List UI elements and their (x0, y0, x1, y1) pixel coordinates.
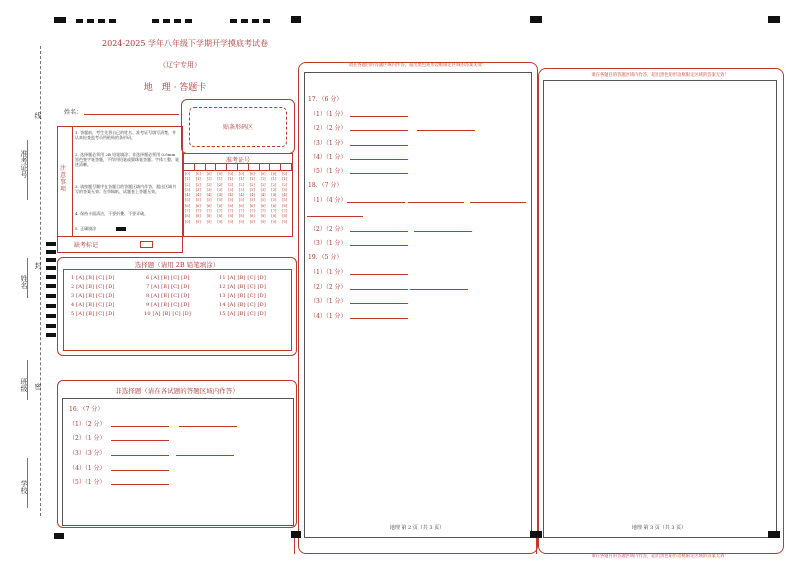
answer-line[interactable] (350, 289, 408, 290)
registration-dash (263, 19, 270, 23)
notice-item: 3. 请按题号顺序在各题目的答题区域内作答，超出区域书写的答案无效；在草稿纸、试题卷上答题无效。 (75, 184, 177, 194)
ticket-write-box[interactable] (249, 163, 260, 171)
fill-example-label: 5. 正确填涂 (75, 226, 97, 231)
ticket-digit-column[interactable]: [0] [1] [2] [3] [4] [5] [6] [7] [8] [9] (249, 172, 255, 224)
question-16: 16．（7 分） (69, 406, 104, 413)
notice-item: 1. 答题前，考生先将自己的姓名、准考证号填写清楚，并认真检查监考员所粘贴的条形码。 (75, 130, 177, 140)
missing-mark-box (57, 236, 183, 253)
page3-inner (543, 80, 777, 538)
registration-dash (163, 19, 170, 23)
registration-dash (230, 19, 237, 23)
timing-mark (46, 250, 56, 254)
ticket-columns[interactable] (184, 163, 292, 236)
registration-dash (152, 19, 159, 23)
choice-row[interactable]: 8 [A] [B] [C] [D] (146, 293, 190, 299)
registration-mark (54, 533, 64, 539)
choice-row[interactable]: 9 [A] [B] [C] [D] (146, 302, 190, 308)
answer-line[interactable] (350, 303, 408, 304)
answer-line[interactable] (414, 231, 472, 232)
registration-mark (768, 531, 780, 538)
timing-mark (46, 284, 56, 288)
timing-mark (46, 294, 56, 298)
q16-item: （1）（2 分） (69, 421, 106, 428)
q16-item: （2）（1 分） (69, 435, 106, 442)
choice-row[interactable]: 12 [A] [B] [C] [D] (219, 284, 267, 290)
ticket-digit-column[interactable]: [0] [1] [2] [3] [4] [5] [6] [7] [8] [9] (206, 172, 212, 224)
notice-box (57, 126, 183, 237)
q17-item: （4）（1 分） (310, 154, 347, 161)
answer-line[interactable] (350, 318, 408, 319)
registration-dash (252, 19, 259, 23)
page2-warning: 请在各题目的答题区域内作答，超出黑色矩形边框限定区域的答案无效！ (348, 63, 487, 68)
ticket-digit-column[interactable]: [0] [1] [2] [3] [4] [5] [6] [7] [8] [9] (260, 172, 266, 224)
answer-line[interactable] (176, 455, 234, 456)
ticket-number-label: 准考证号 (225, 157, 250, 164)
ticket-digit-column[interactable]: [0] [1] [2] [3] [4] [5] [6] [7] [8] [9] (239, 172, 244, 224)
question-17: 17．（6 分） (308, 96, 343, 103)
ticket-write-box[interactable] (216, 163, 227, 171)
choice-row[interactable]: 4 [A] [B] [C] [D] (71, 302, 115, 308)
side-name-label: 姓名 (20, 275, 28, 289)
registration-dash (76, 19, 83, 23)
missing-mark-bubble[interactable] (140, 241, 153, 248)
answer-line[interactable] (350, 173, 408, 174)
q19-item: （3）（1 分） (310, 298, 347, 305)
registration-dash (109, 19, 116, 23)
registration-dash (174, 19, 181, 23)
notice-label: 注意事项 (60, 165, 67, 193)
side-seal-label: 封 (34, 262, 42, 269)
side-name-line (27, 258, 28, 298)
ticket-write-box[interactable] (238, 163, 249, 171)
missing-mark-label: 缺考标记 (74, 242, 99, 249)
choice-row[interactable]: 2 [A] [B] [C] [D] (71, 284, 115, 290)
answer-line[interactable] (470, 202, 526, 203)
ticket-write-box[interactable] (260, 163, 271, 171)
q16-item: （4）（1 分） (69, 465, 106, 472)
ticket-number-box (183, 153, 293, 237)
q19-item: （4）（1 分） (310, 313, 347, 320)
ticket-write-box[interactable] (206, 163, 217, 171)
registration-mark (530, 531, 542, 538)
q16-item: （5）（1 分） (69, 479, 106, 486)
nonchoice-title: 非选择题（请在各试题的答题区域内作答） (115, 387, 239, 395)
choice-row[interactable]: 1 [A] [B] [C] [D] (71, 275, 115, 281)
side-line-label: 线 (34, 112, 42, 119)
ticket-digit-column[interactable]: [0] [1] [2] [3] [4] [5] [6] [7] [8] [9] (185, 172, 190, 224)
page3-warning: 请在各题目的答题区域内作答，超出黑色矩形边框限定区域的答案无效！ (591, 73, 729, 78)
answer-line[interactable] (111, 426, 169, 427)
side-school-label: 学校 (20, 480, 28, 494)
answer-line[interactable] (408, 202, 464, 203)
choice-row[interactable]: 11 [A] [B] [C] [D] (219, 275, 267, 281)
choice-row[interactable]: 7 [A] [B] [C] [D] (146, 284, 190, 290)
ticket-digit-column[interactable]: [0] [1] [2] [3] [4] [5] [6] [7] [8] [9] (217, 172, 223, 224)
ticket-write-box[interactable] (184, 163, 195, 171)
registration-mark (530, 16, 542, 23)
answer-line[interactable] (111, 470, 169, 471)
exam-subtitle: （辽宁专用） (159, 61, 201, 69)
answer-line[interactable] (350, 274, 408, 275)
divider-line (536, 538, 537, 554)
timing-mark (46, 275, 56, 279)
ticket-digit-column[interactable]: [0] [1] [2] [3] [4] [5] [6] [7] [8] [9] (228, 172, 234, 224)
answer-line[interactable] (350, 245, 408, 246)
page2-footer: 地理 第 2 页（共 3 页） (389, 525, 445, 531)
question-19: 19．（5 分） (308, 254, 343, 261)
answer-line[interactable] (111, 440, 169, 441)
choice-row[interactable]: 5 [A] [B] [C] [D] (71, 311, 115, 317)
registration-mark (291, 16, 301, 23)
timing-mark (46, 304, 56, 308)
choice-row[interactable]: 10 [A] [B] [C] [D] (144, 311, 192, 317)
fill-example-mark (116, 227, 126, 231)
ticket-write-box[interactable] (270, 163, 281, 171)
choice-inner (63, 269, 292, 351)
answer-line[interactable] (350, 116, 408, 117)
registration-dash (87, 19, 94, 23)
answer-line[interactable] (307, 216, 363, 217)
q16-item: （3）（3 分） (69, 450, 106, 457)
timing-mark (46, 258, 56, 262)
answer-line[interactable] (347, 202, 405, 203)
registration-mark (768, 16, 780, 23)
answer-line[interactable] (179, 426, 237, 427)
registration-dash (98, 19, 105, 23)
answer-line[interactable] (111, 455, 169, 456)
q19-item: （2）（2 分） (310, 284, 347, 291)
ticket-write-box[interactable] (227, 163, 238, 171)
choice-title: 选择题（请用 2B 铅笔填涂） (134, 261, 220, 269)
barcode-label: 贴条形码区 (222, 124, 253, 131)
answer-line[interactable] (350, 145, 408, 146)
answer-line[interactable] (350, 159, 408, 160)
choice-section (57, 257, 297, 356)
registration-mark (54, 17, 66, 23)
q18-item: （3）（1 分） (310, 240, 347, 247)
side-exam-number-label: 准考证号 (20, 150, 28, 178)
q17-item: （2）（2 分） (310, 125, 347, 132)
q17-item: （3）（1 分） (310, 140, 347, 147)
side-school-line (27, 458, 28, 508)
timing-mark (46, 314, 56, 318)
side-dense-label: 密 (34, 383, 42, 390)
timing-mark (46, 324, 56, 328)
ticket-write-box[interactable] (281, 163, 292, 171)
side-class-label: 班级 (20, 378, 28, 392)
registration-dash (241, 19, 248, 23)
timing-mark (46, 266, 56, 270)
side-exam-number-line (27, 140, 28, 200)
choice-row[interactable]: 14 [A] [B] [C] [D] (219, 302, 267, 308)
notice-item: 4. 保持卡面清洁，不要折叠、不要弄破。 (75, 211, 149, 216)
timing-mark (46, 333, 56, 337)
q18-item: （1）（4 分） (310, 197, 347, 204)
answer-line[interactable] (350, 231, 408, 232)
side-class-line (27, 360, 28, 400)
timing-mark (46, 242, 56, 246)
divider-line (294, 538, 295, 554)
q17-item: （1）（1 分） (310, 111, 347, 118)
name-label: 姓名： (64, 109, 83, 116)
nonchoice-inner (62, 398, 294, 526)
barcode-area (181, 99, 295, 154)
answer-line[interactable] (417, 130, 475, 131)
page3-bottom-warning: 请在各题目的答题区域内作答，超出黑色矩形边框限定区域的答案无效！ (591, 554, 729, 559)
page3-footer: 地理 第 3 页（共 3 页） (631, 525, 687, 531)
exam-title: 2024-2025 学年八年级下学期开学摸底考试卷 (102, 39, 268, 48)
question-18: 18．（7 分） (308, 182, 343, 189)
ticket-digit-column[interactable]: [0] [1] [2] [3] [4] [5] [6] [7] [8] [9] (271, 172, 277, 224)
choice-row[interactable]: 6 [A] [B] [C] [D] (146, 275, 190, 281)
name-field[interactable] (84, 114, 179, 115)
registration-mark (291, 531, 301, 538)
answer-line[interactable] (111, 484, 169, 485)
answer-line[interactable] (350, 130, 408, 131)
ticket-digit-column[interactable]: [0] [1] [2] [3] [4] [5] [6] [7] [8] [9] (195, 172, 201, 224)
choice-row[interactable]: 3 [A] [B] [C] [D] (71, 293, 115, 299)
choice-row[interactable]: 15 [A] [B] [C] [D] (219, 311, 267, 317)
registration-dash (185, 19, 192, 23)
q17-item: （5）（1 分） (310, 168, 347, 175)
subject-title: 地 理 · 答题卡 (143, 83, 207, 93)
ticket-digit-column[interactable]: [0] [1] [2] [3] [4] [5] [6] [7] [8] [9] (282, 172, 288, 224)
choice-row[interactable]: 13 [A] [B] [C] [D] (219, 293, 267, 299)
answer-line[interactable] (410, 289, 468, 290)
q19-item: （1）（1 分） (310, 269, 347, 276)
notice-item: 2. 选择题必须用 2B 铅笔填涂；非选择题必须用 0.5mm 黑色签字笔答题，不得用铅笔或圆珠笔答题；字体工整、笔迹清晰。 (75, 152, 179, 167)
q18-item: （2）（2 分） (310, 226, 347, 233)
ticket-write-box[interactable] (195, 163, 206, 171)
